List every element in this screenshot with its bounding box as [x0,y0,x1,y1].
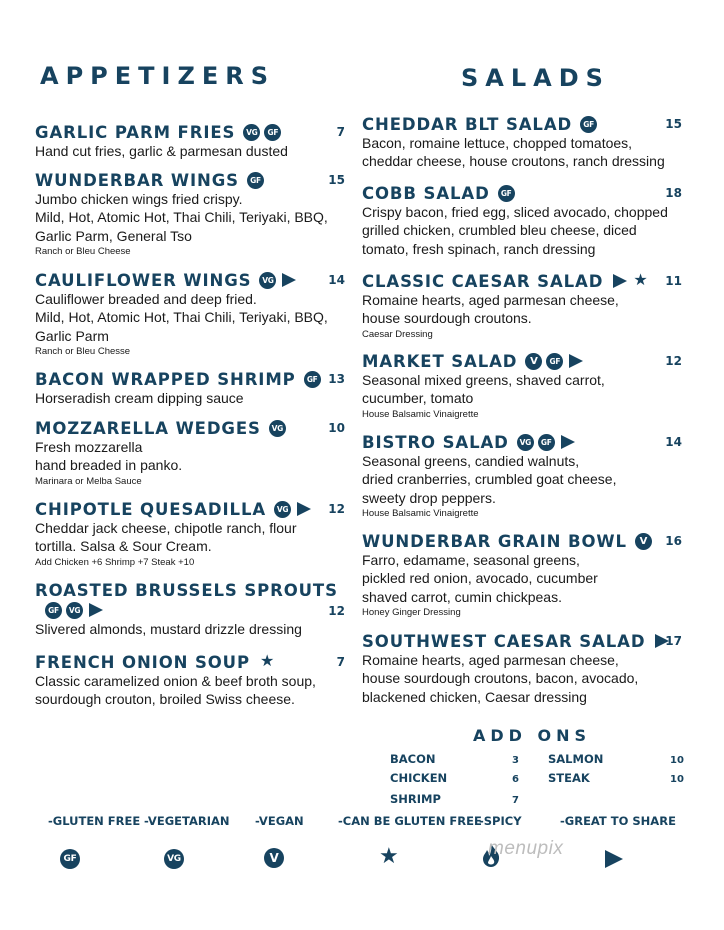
appetizers-item-icons [258,654,274,670]
share-arrow-icon [89,603,103,617]
legend-label: -GLUTEN FREE [48,814,141,828]
appetizers-item-description: Hand cut fries, garlic & parmesan dusted [35,143,288,159]
gf-badge-icon: GF [580,116,597,133]
appetizers-title: APPETIZERS [40,62,276,90]
salads-item-header [362,531,682,551]
appetizers-item-name: GARLIC PARM FRIES [35,122,236,142]
appetizers-item-description: Garlic Parm [35,327,109,344]
salads-item-icons [635,533,652,550]
salads-item-description: sweety drop peppers. [362,489,496,506]
salads-item-description: Crispy bacon, fried egg, sliced avocado, chopped [362,204,668,220]
legend-icon-slot [164,848,184,869]
appetizers-item-icons [269,420,286,437]
salads-item-header [362,631,682,651]
salads-item [362,351,682,421]
salads-item-icons [611,273,647,289]
appetizers-item-header [35,122,345,142]
appetizers-item-note: Marinara or Melba Sauce [35,475,142,487]
appetizers-item-header [35,270,345,290]
salads-item-price: 17 [665,634,682,648]
salads-item-price: 12 [665,354,682,368]
vg-badge-icon: VG [243,124,260,141]
appetizers-item-description: Jumbo chicken wings fried crispy. [35,191,243,207]
salads-item-header [362,183,682,203]
legend-label: -GREAT TO SHARE [560,814,676,828]
appetizers-item-price: 7 [336,125,345,139]
appetizers-item-note: Add Chicken +6 Shrimp +7 Steak +10 [35,556,195,568]
salads-item-price: 16 [665,534,682,548]
share-arrow-icon [561,435,575,449]
salads-item-header [362,114,682,134]
v-badge-icon: V [264,848,284,868]
salads-item-description: cheddar cheese, house croutons, ranch dressing [362,153,665,170]
appetizers-item-name: ROASTED BRUSSELS SPROUTS [35,580,338,600]
salads-item-note: Honey Ginger Dressing [362,607,461,619]
appetizers-item-price: 10 [328,421,345,435]
appetizers-item-note: Ranch or Bleu Chesse [35,346,131,358]
salads-item-description: grilled chicken, crumbled bleu cheese, diced [362,222,637,239]
appetizers-item-description: Slivered almonds, mustard drizzle dressing [35,621,302,637]
gf-badge-icon: GF [304,371,321,388]
salads-item-name: BISTRO SALAD [362,432,509,452]
appetizers-item-icons [45,602,103,619]
salads-item-price: 14 [665,435,682,449]
appetizers-item [35,580,345,638]
appetizers-item-name: BACON WRAPPED SHRIMP [35,369,296,389]
salads-item-description: Farro, edamame, seasonal greens, [362,552,580,568]
appetizers-item-description: hand breaded in panko. [35,457,183,474]
appetizers-item-description: Classic caramelized onion & beef broth soup, [35,673,316,689]
appetizers-item-name: MOZZARELLA WEDGES [35,418,261,438]
legend-label: -VEGETARIAN [144,814,230,828]
salads-item-icons [498,185,515,202]
addon-name: BACON [390,752,436,766]
salads-item-icons [580,116,597,133]
salads-item-description: house sourdough croutons. [362,310,532,327]
v-badge-icon: V [635,533,652,550]
appetizers-item-price: 14 [328,273,345,287]
star-icon: ★ [259,653,275,670]
appetizers-item [35,499,345,569]
appetizers-item-note: Ranch or Bleu Cheese [35,246,131,258]
appetizers-item-description: Mild, Hot, Atomic Hot, Thai Chili, Teriyaki, BBQ, [35,209,328,226]
appetizers-item-price: 12 [328,604,345,618]
appetizers-item [35,369,345,407]
salads-item-price: 18 [665,186,682,200]
appetizers-item-description: Garlic Parm, General Tso [35,227,192,244]
salads-item-description: shaved carrot, cumin chickpeas. [362,588,562,605]
salads-item-description: tomato, fresh spinach, ranch dressing [362,240,596,257]
vg-badge-icon: VG [517,434,534,451]
appetizers-item-icons [247,172,264,189]
appetizers-item [35,270,345,358]
legend-icon-slot [264,848,284,868]
legend-label: -VEGAN [255,814,304,828]
salads-item-description: Seasonal greens, candied walnuts, [362,453,580,469]
salads-item-price: 11 [665,274,682,288]
salads-item-price: 15 [665,117,682,131]
legend-label: -SPICY [479,814,522,828]
star-icon: ★ [633,272,648,289]
salads-item [362,631,682,706]
salads-item-description: Bacon, romaine lettuce, chopped tomatoes, [362,135,633,151]
salads-title: SALADS [461,64,610,92]
vg-badge-icon: VG [66,602,83,619]
salads-item-description: Seasonal mixed greens, shaved carrot, [362,372,605,388]
salads-item-name: CHEDDAR BLT SALAD [362,114,573,134]
appetizers-item-description: Cauliflower breaded and deep fried. [35,291,257,307]
appetizers-item-name: WUNDERBAR WINGS [35,170,239,190]
share-arrow-icon [569,354,583,368]
salads-item [362,271,682,341]
legend-label: -CAN BE GLUTEN FREE [338,814,482,828]
appetizers-item-price: 13 [328,372,345,386]
gf-badge-icon: GF [538,434,555,451]
salads-item [362,114,682,171]
appetizers-item-description: Horseradish cream dipping sauce [35,390,244,406]
appetizers-item-price: 12 [328,502,345,516]
salads-item [362,531,682,619]
v-badge-icon: V [525,353,542,370]
addon-name: STEAK [548,771,590,785]
addon-price: 10 [670,774,684,785]
salads-item-name: COBB SALAD [362,183,490,203]
watermark: menupix [488,838,564,859]
salads-item-note: House Balsamic Vinaigrette [362,408,479,420]
legend-icon-slot [377,843,399,868]
appetizers-item-description: Cheddar jack cheese, chipotle ranch, flour [35,520,297,536]
salads-item-description: dried cranberries, crumbled goat cheese, [362,471,617,488]
share-arrow-icon [613,274,627,288]
appetizers-item-price: 7 [336,655,345,669]
appetizers-item-icons [304,371,321,388]
appetizers-item [35,652,345,709]
addon-price: 7 [512,795,519,806]
addon-name: SALMON [548,752,604,766]
appetizers-item-header [35,170,345,190]
addon-name: CHICKEN [390,771,448,785]
vg-badge-icon: VG [274,501,291,518]
gf-badge-icon: GF [247,172,264,189]
gf-badge-icon: GF [45,602,62,619]
salads-item-description: cucumber, tomato [362,390,474,407]
appetizers-item-description: Fresh mozzarella [35,439,143,455]
appetizers-item-price: 15 [328,173,345,187]
appetizers-item-header [35,418,345,438]
appetizers-item-name: FRENCH ONION SOUP [35,652,250,672]
salads-item-note: House Balsamic Vinaigrette [362,508,479,520]
appetizers-item-name: CHIPOTLE QUESADILLA [35,499,267,519]
addon-price: 6 [512,774,519,785]
salads-item-name: SOUTHWEST CAESAR SALAD [362,631,646,651]
gf-badge-icon: GF [60,849,80,869]
appetizers-item-description: Mild, Hot, Atomic Hot, Thai Chili, Teriyaki, BBQ, [35,309,328,326]
share-arrow-icon [297,502,311,516]
vg-badge-icon: VG [269,420,286,437]
salads-item-icons [517,434,575,451]
salads-item-description: pickled red onion, avocado, cucumber [362,570,598,587]
vg-badge-icon: VG [164,849,184,869]
appetizers-item [35,122,345,160]
vg-badge-icon: VG [259,272,276,289]
salads-item-icons [525,353,583,370]
salads-item-header [362,271,682,291]
salads-item-name: MARKET SALAD [362,351,518,371]
salads-item-header [362,432,682,452]
salads-item-note: Caesar Dressing [362,328,433,340]
salads-item [362,183,682,258]
salads-item-header [362,351,682,371]
salads-item [362,432,682,520]
legend-icon-slot [60,848,80,869]
appetizers-item-icons [243,124,281,141]
appetizers-item-description: sourdough crouton, broiled Swiss cheese. [35,691,295,708]
salads-item-description: Romaine hearts, aged parmesan cheese, [362,652,619,668]
appetizers-item [35,170,345,258]
star-icon: ★ [379,843,399,868]
addons-title: ADD ONS [473,726,592,745]
salads-item-description: blackened chicken, Caesar dressing [362,688,587,705]
share-arrow-icon [282,273,296,287]
appetizers-item-header [35,652,345,672]
appetizers-item [35,418,345,488]
legend-icon-slot [603,850,623,873]
addon-price: 3 [512,755,519,766]
appetizers-item-name: CAULIFLOWER WINGS [35,270,252,290]
gf-badge-icon: GF [546,353,563,370]
appetizers-item-icons [259,272,296,289]
appetizers-item-header [35,499,345,519]
gf-badge-icon: GF [498,185,515,202]
appetizers-item-icons [274,501,311,518]
appetizers-item-description: tortilla. Salsa & Sour Cream. [35,538,212,555]
share-arrow-icon [605,850,623,868]
salads-item-description: Romaine hearts, aged parmesan cheese, [362,292,619,308]
gf-badge-icon: GF [264,124,281,141]
addon-name: SHRIMP [390,792,441,806]
salads-item-name: CLASSIC CAESAR SALAD [362,271,604,291]
addon-price: 10 [670,755,684,766]
salads-item-description: house sourdough croutons, bacon, avocado, [362,670,639,687]
appetizers-item-header [35,369,345,389]
appetizers-item-header [35,580,345,600]
salads-item-name: WUNDERBAR GRAIN BOWL [362,531,627,551]
